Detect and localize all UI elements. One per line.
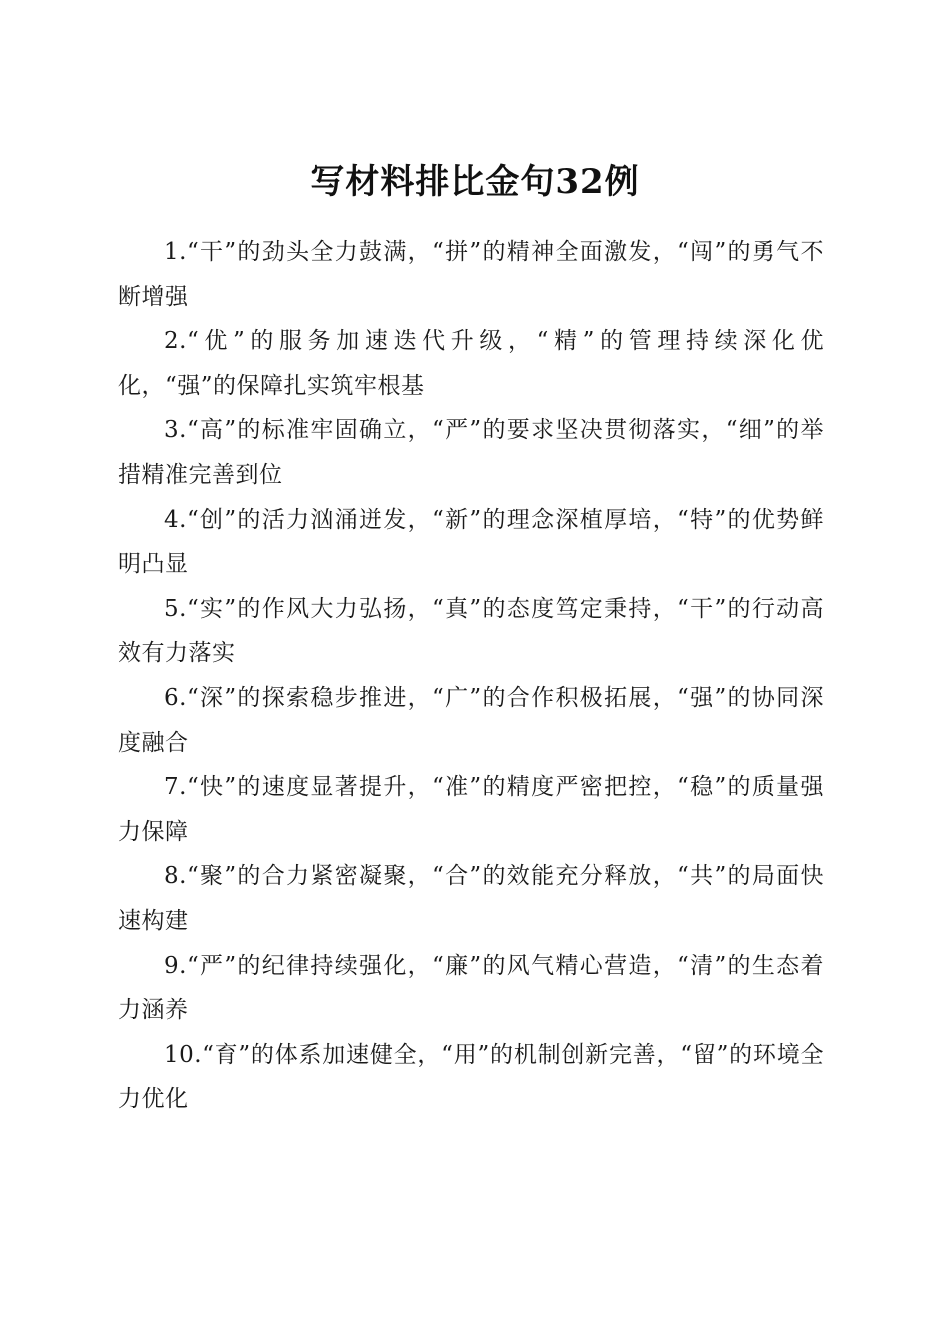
paragraph-2: 2.“优”的服务加速迭代升级，“精”的管理持续深化优化，“强”的保障扎实筑牢根基 <box>118 328 824 399</box>
paragraph-10: 10.“育”的体系加速健全，“用”的机制创新完善，“留”的环境全力优化 <box>118 1041 824 1113</box>
paragraph-4: 4.“创”的活力汹涌迸发，“新”的理念深植厚培，“特”的优势鲜明凸显 <box>118 506 824 578</box>
paragraph-3: 3.“高”的标准牢固确立，“严”的要求坚决贯彻落实，“细”的举措精准完善到位 <box>118 417 824 488</box>
paragraph-5: 5.“实”的作风大力弘扬，“真”的态度笃定秉持，“干”的行动高效有力落实 <box>118 595 824 667</box>
document-body <box>118 230 824 1122</box>
paragraph-6: 6.“深”的探索稳步推进，“广”的合作积极拓展，“强”的协同深度融合 <box>118 684 824 756</box>
paragraph-1: 1.“干”的劲头全力鼓满，“拼”的精神全面激发，“闯”的勇气不断增强 <box>118 239 824 310</box>
document-title: 写材料排比金句32例 <box>310 161 640 202</box>
paragraph-9: 9.“严”的纪律持续强化，“廉”的风气精心营造，“清”的生态着力涵养 <box>118 952 824 1024</box>
paragraph-8: 8.“聚”的合力紧密凝聚，“合”的效能充分释放，“共”的局面快速构建 <box>118 863 824 934</box>
paragraph-7: 7.“快”的速度显著提升，“准”的精度严密把控，“稳”的质量强力保障 <box>118 774 824 845</box>
